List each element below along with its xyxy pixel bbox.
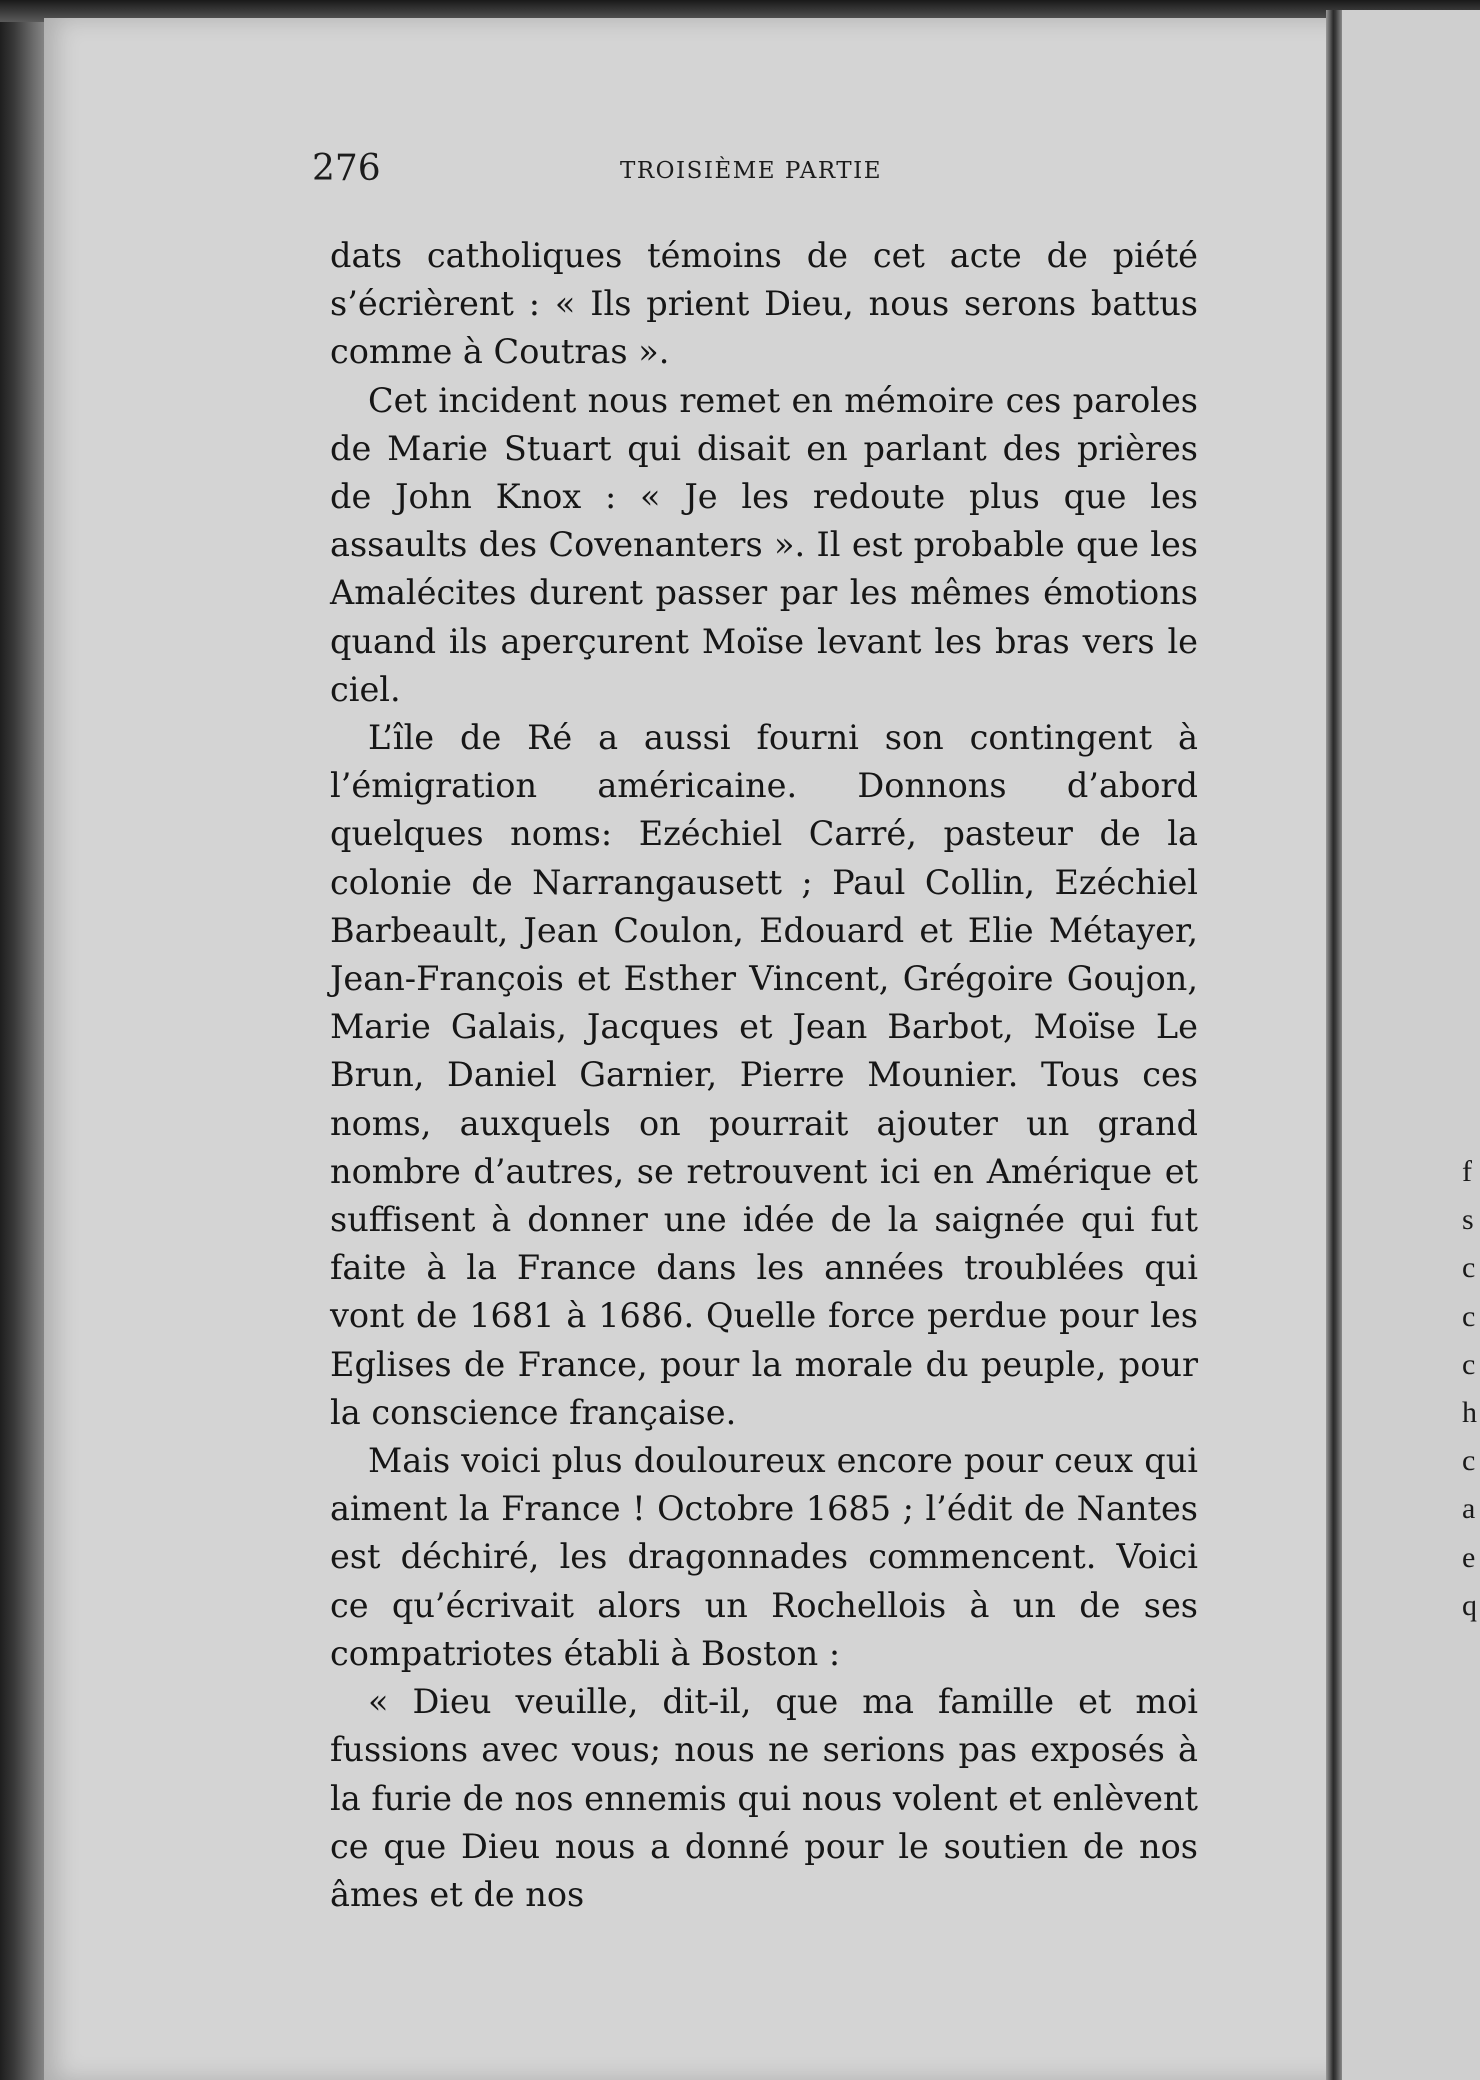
margin-char: q: [1462, 1588, 1477, 1622]
margin-char: c: [1462, 1251, 1476, 1285]
facing-page-margin-text: [1462, 1148, 1480, 1630]
paragraph: dats catholiques témoins de cet acte de piété s’écrièrent : « Ils prient Dieu, nous serons battus comme à Coutras ».: [330, 236, 1198, 372]
facing-page: [1342, 10, 1480, 2080]
margin-char: c: [1462, 1299, 1476, 1333]
margin-char: c: [1462, 1444, 1476, 1478]
book-left-edge: [0, 0, 48, 2080]
margin-char: e: [1462, 1540, 1476, 1574]
page-number: 276: [312, 148, 381, 189]
paragraph: « Dieu veuille, dit-il, que ma famille et moi fussions avec vous; nous ne serions pas exposés à la furie de nos ennemis qui nous volent et enlèvent ce que Dieu nous a donné pour le soutien de nos âmes et de nos: [330, 1682, 1198, 1914]
body-text: [330, 232, 1198, 1919]
running-head: TROISIÈME PARTIE: [620, 158, 882, 184]
margin-char: h: [1462, 1396, 1477, 1430]
margin-char: c: [1462, 1347, 1476, 1381]
paragraph: Mais voici plus douloureux encore pour ceux qui aiment la France ! Octobre 1685 ; l’édit de Nantes est déchiré, les dragonnades commencent. Voici ce qu’écrivait alors un Rochellois à un de ses compatriotes établi à Boston :: [330, 1441, 1198, 1673]
margin-char: a: [1462, 1492, 1476, 1526]
paragraph: L’île de Ré a aussi fourni son contingent à l’émigration américaine. Donnons d’abord quelques noms: Ezéchiel Carré, pasteur de la colonie de Narrangausett ; Paul Collin, Ezéchiel Barbeault, Jean Coulon, Edouard et Elie Métayer, Jean-François et Esther Vincent, Grégoire Goujon, Marie Galais, Jacques et Jean Barbot, Moïse Le Brun, Daniel Garnier, Pierre Mounier. Tous ces noms, auxquels on pourrait ajouter un grand nombre d’autres, se retrouvent ici en Amérique et suffisent à donner une idée de la saignée qui fut faite à la France dans les années troublées qui vont de 1681 à 1686. Quelle force perdue pour les Eglises de France, pour la morale du peuple, pour la conscience française.: [330, 718, 1198, 1432]
paragraph: Cet incident nous remet en mémoire ces paroles de Marie Stuart qui disait en parlant des prières de John Knox : « Je les redoute plus que les assaults des Covenanters ». Il est probable que les Amalécites durent passer par les mêmes émotions quand ils aperçurent Moïse levant les bras vers le ciel.: [330, 380, 1198, 709]
margin-char: f: [1462, 1155, 1472, 1188]
margin-char: s: [1462, 1203, 1474, 1237]
book-gutter: [1326, 10, 1342, 2080]
